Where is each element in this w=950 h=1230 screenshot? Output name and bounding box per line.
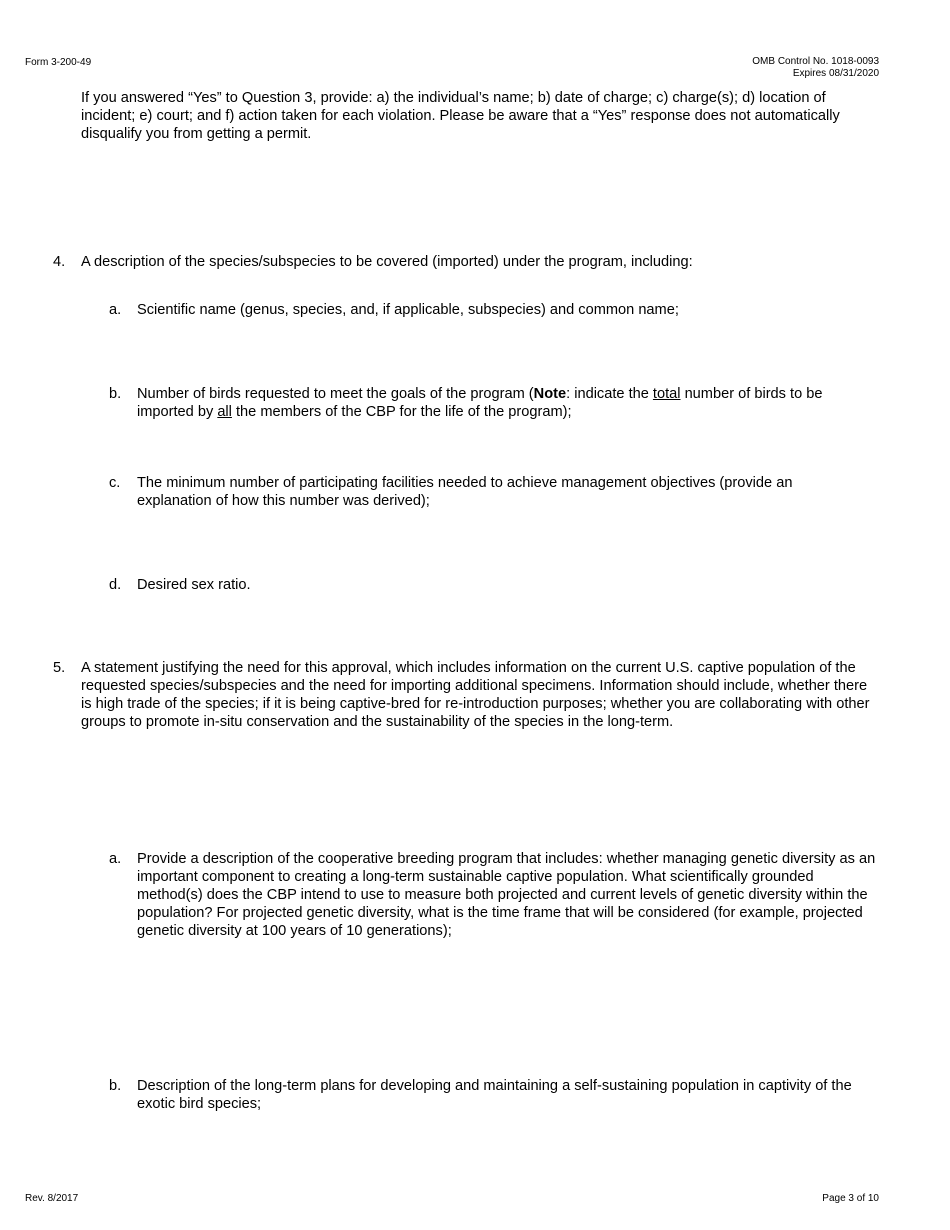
note-label: Note xyxy=(533,386,567,402)
omb-block xyxy=(752,56,879,80)
question5b-marker: b. xyxy=(109,1078,122,1094)
expiration-date: Expires 08/31/2020 xyxy=(792,68,879,79)
question4c-text: The minimum number of participating facilities needed to achieve management objectives (provide an explanation of how this number was derived); xyxy=(137,475,793,509)
form-number: Form 3-200-49 xyxy=(25,57,92,68)
question4c-marker: c. xyxy=(109,475,121,491)
question4b-text-part1: Number of birds requested to meet the goals of the program ( xyxy=(137,386,534,402)
page-number: Page 3 of 10 xyxy=(822,1193,879,1204)
omb-control-number: OMB Control No. 1018-0093 xyxy=(752,56,879,67)
question4a-marker: a. xyxy=(109,302,122,318)
question5a-marker: a. xyxy=(109,851,122,867)
question4d-marker: d. xyxy=(109,577,122,593)
question3-followup-text: If you answered “Yes” to Question 3, provide: a) the individual’s name; b) date of charge; c) charge(s); d) location of incident; e) court; and f) action taken for each violation. Please be aware that a “Yes” response does not automatically disqualify you from getting a permit. xyxy=(81,90,840,142)
question5-number: 5. xyxy=(53,660,66,676)
question4b-text xyxy=(137,385,882,421)
question5b-text: Description of the long-term plans for developing and maintaining a self-sustaining population in captivity of the exotic bird species; xyxy=(137,1078,852,1112)
revision-date: Rev. 8/2017 xyxy=(25,1193,79,1204)
question4b-marker: b. xyxy=(109,386,122,402)
question4b-text-part4: the members of the CBP for the life of the program); xyxy=(231,404,572,420)
question4d-text: Desired sex ratio. xyxy=(137,577,251,593)
all-underlined: all xyxy=(217,404,232,420)
question5-text: A statement justifying the need for this approval, which includes information on the current U.S. captive population of the requested species/subspecies and the need for importing additional specimens. Information should include, whether there is high trade of the species; if it is being captive-bred for re-introduction purposes; whether you are collaborating with other groups to promote in-situ conservation and the sustainability of the species in the long-term. xyxy=(81,660,870,730)
question4-number: 4. xyxy=(53,254,66,270)
question5a-text: Provide a description of the cooperative breeding program that includes: whether managing genetic diversity as an important component to creating a long-term sustainable captive population. What scientifically grounded method(s) does the CBP intend to use to measure both projected and current levels of genetic diversity within the population? For projected genetic diversity, what is the time frame that will be considered (for example, projected genetic diversity at 100 years of 10 generations); xyxy=(137,851,876,939)
question4a-text: Scientific name (genus, species, and, if applicable, subspecies) and common name; xyxy=(137,302,679,318)
total-underlined: total xyxy=(652,386,681,402)
question4b-text-part2: : indicate the xyxy=(566,386,653,402)
question4-text: A description of the species/subspecies to be covered (imported) under the program, including: xyxy=(81,254,693,270)
question4b-text-part3: number of birds to be imported by xyxy=(137,386,823,420)
